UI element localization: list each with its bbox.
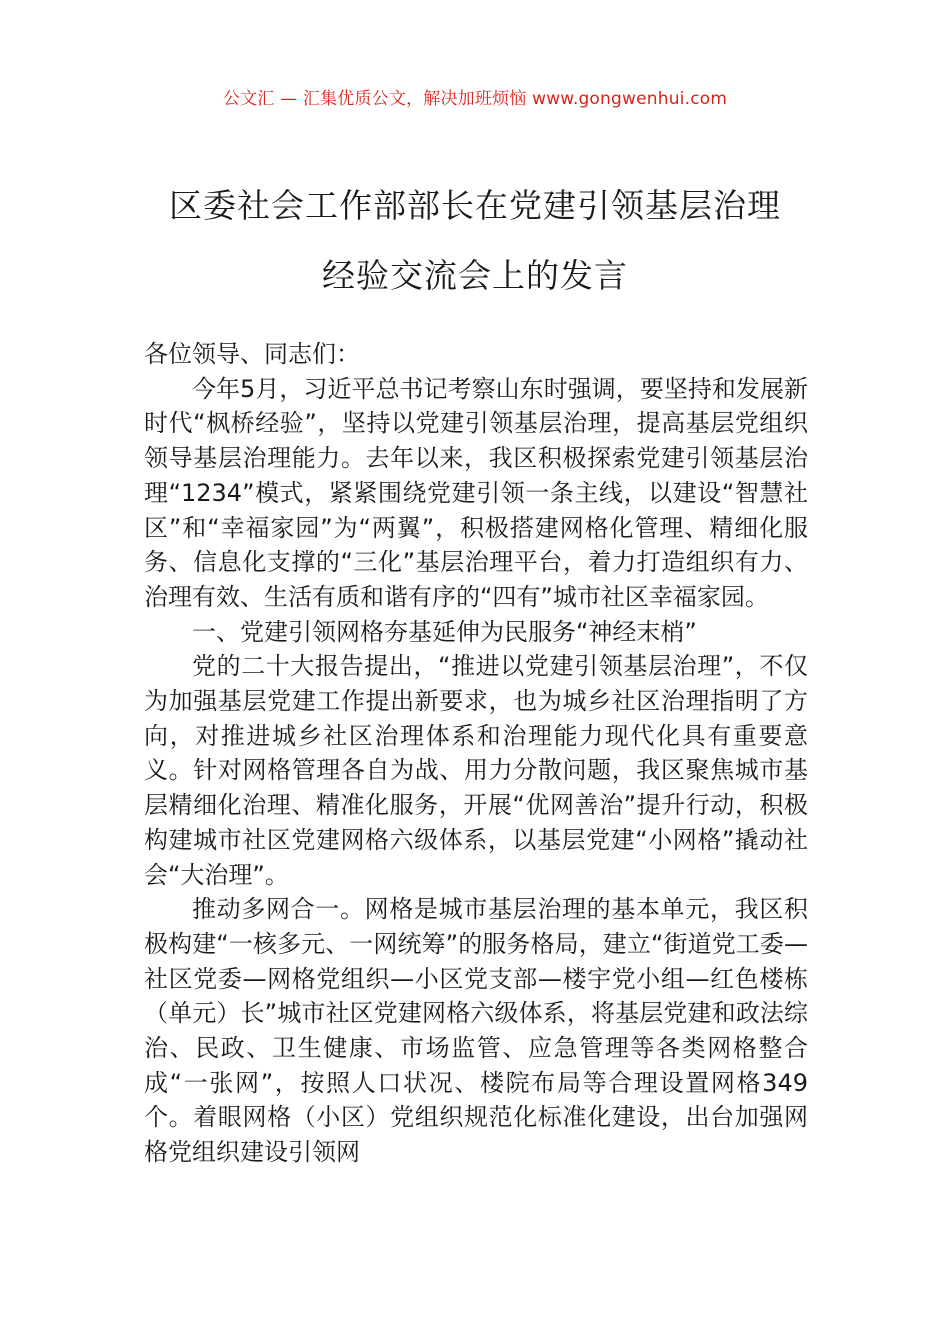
document-title-line-2: 经验交流会上的发言 bbox=[322, 256, 628, 295]
salutation: 各位领导、同志们： bbox=[144, 340, 360, 368]
document-body bbox=[144, 337, 808, 1170]
paragraph-section-1: 党的二十大报告提出，“推进以党建引领基层治理”，不仅为加强基层党建工作提出新要求，也为城乡社区治理指明了方向，对推进城乡社区治理体系和治理能力现代化具有重要意义。针对网格管理各自为战、用力分散问题，我区聚焦城市基层精细化治理、精准化服务，开展“优网善治”提升行动，积极构建城市社区党建网格六级体系，以基层党建“小网格”撬动社会“大治理”。 bbox=[144, 652, 808, 889]
document-title-line-1: 区委社会工作部部长在党建引领基层治理 bbox=[169, 186, 781, 225]
paragraph-multi-grid: 推动多网合一。网格是城市基层治理的基本单元，我区积极构建“一核多元、一网统筹”的服务格局，建立“街道党工委—社区党委—网格党组织—小区党支部—楼宇党小组—红色楼栋（单元）长”城市社区党建网格六级体系，将基层党建和政法综治、民政、卫生健康、市场监管、应急管理等各类网格整合成“一张网”，按照人口状况、楼院布局等合理设置网格349个。着眼网格（小区）党组织规范化标准化建设，出台加强网格党组织建设引领网 bbox=[144, 895, 808, 1167]
site-banner: 公文汇 — 汇集优质公文，解决加班烦恼 www.gongwenhui.com bbox=[222, 89, 728, 109]
paragraph-intro: 今年5月，习近平总书记考察山东时强调，要坚持和发展新时代“枫桥经验”，坚持以党建引领基层治理，提高基层党组织领导基层治理能力。去年以来，我区积极探索党建引领基层治理“1234”模式，紧紧围绕党建引领一条主线，以建设“智慧社区”和“幸福家园”为“两翼”，积极搭建网格化管理、精细化服务、信息化支撑的“三化”基层治理平台，着力打造组织有力、治理有效、生活有质和谐有序的“四有”城市社区幸福家园。 bbox=[144, 374, 808, 611]
section-heading-1: 一、党建引领网格夯基延伸为民服务“神经末梢” bbox=[192, 617, 697, 646]
